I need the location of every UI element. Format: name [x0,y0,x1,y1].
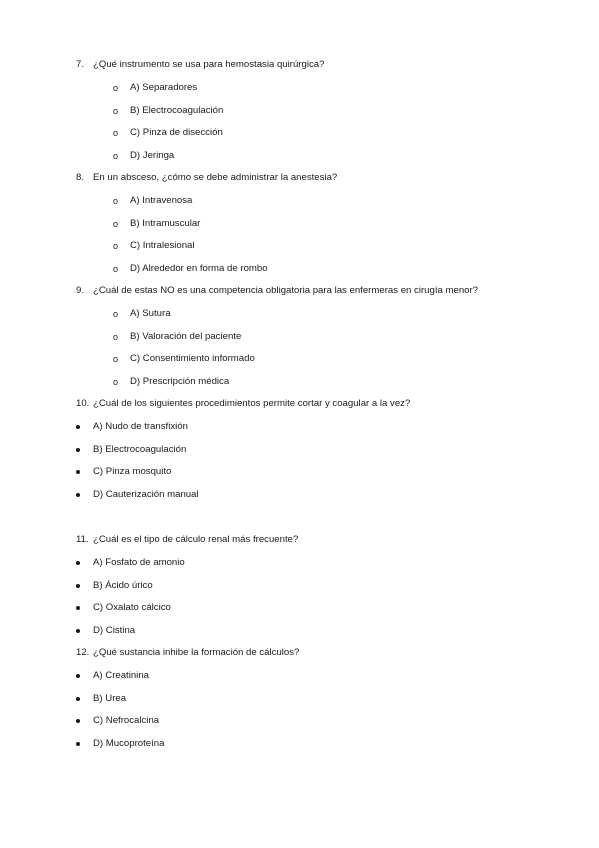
bullet-dot-icon [76,470,80,474]
question-number: 9. [76,285,85,296]
option-bullet: o [113,83,119,93]
bullet-dot-icon [76,697,80,701]
bullet-dot-icon [76,493,80,497]
bullet-dot-icon [76,561,80,565]
option-text: D) Prescripción médica [130,376,230,387]
option-bullet: o [113,377,119,387]
option-text: A) Nudo de transfixión [93,421,188,432]
option-bullet: o [113,332,119,342]
question-text: ¿Cuál de los siguientes procedimientos permite cortar y coagular a la vez? [93,398,411,409]
option-bullet: o [113,196,119,206]
option-text: D) Cistina [93,625,136,636]
option-bullet: o [113,128,119,138]
option-text: A) Creatinina [93,670,149,681]
option-text: C) Nefrocalcina [93,715,160,726]
bullet-dot-icon [76,719,80,723]
question-number: 10. [76,398,90,409]
option-text: B) Electrocoagulación [93,444,187,455]
question-text: En un absceso, ¿cómo se debe administrar la anestesia? [93,172,338,183]
bullet-dot-icon [76,742,80,746]
bullet-dot-icon [76,425,80,429]
bullet-dot-icon [76,584,80,588]
option-bullet: o [113,354,119,364]
question-number: 8. [76,172,85,183]
option-bullet: o [113,219,119,229]
question-text: ¿Cuál es el tipo de cálculo renal más frecuente? [93,534,299,545]
bullet-dot-icon [76,606,80,610]
option-text: C) Pinza de disección [130,127,223,138]
bullet-dot-icon [76,448,80,452]
question-number: 12. [76,647,90,658]
option-text: C) Oxalato cálcico [93,602,171,613]
option-text: B) Electrocoagulación [130,105,224,116]
option-text: D) Jeringa [130,150,175,161]
option-bullet: o [113,241,119,251]
option-text: D) Alrededor en forma de rombo [130,263,268,274]
question-text: ¿Qué sustancia inhibe la formación de cálculos? [93,647,300,658]
question-text: ¿Qué instrumento se usa para hemostasia quirúrgica? [93,59,325,70]
question-number: 7. [76,59,85,70]
option-text: B) Valoración del paciente [130,331,242,342]
option-text: C) Consentimiento informado [130,353,255,364]
option-text: A) Separadores [130,82,198,93]
question-text: ¿Cuál de estas NO es una competencia obligatoria para las enfermeras en cirugía menor? [93,285,479,296]
question-number: 11. [76,534,89,545]
option-text: D) Cauterización manual [93,489,199,500]
option-text: D) Mucoproteína [93,738,165,749]
bullet-dot-icon [76,629,80,633]
option-text: B) Intramuscular [130,218,201,229]
option-text: C) Intralesional [130,240,195,251]
option-text: B) Urea [93,693,127,704]
bullet-dot-icon [76,674,80,678]
option-text: B) Ácido úrico [93,580,153,591]
option-bullet: o [113,309,119,319]
option-text: A) Intravenosa [130,195,193,206]
option-text: A) Fosfato de amonio [93,557,185,568]
option-bullet: o [113,106,119,116]
option-text: A) Sutura [130,308,171,319]
option-bullet: o [113,151,119,161]
option-text: C) Pinza mosquito [93,466,172,477]
option-bullet: o [113,264,119,274]
